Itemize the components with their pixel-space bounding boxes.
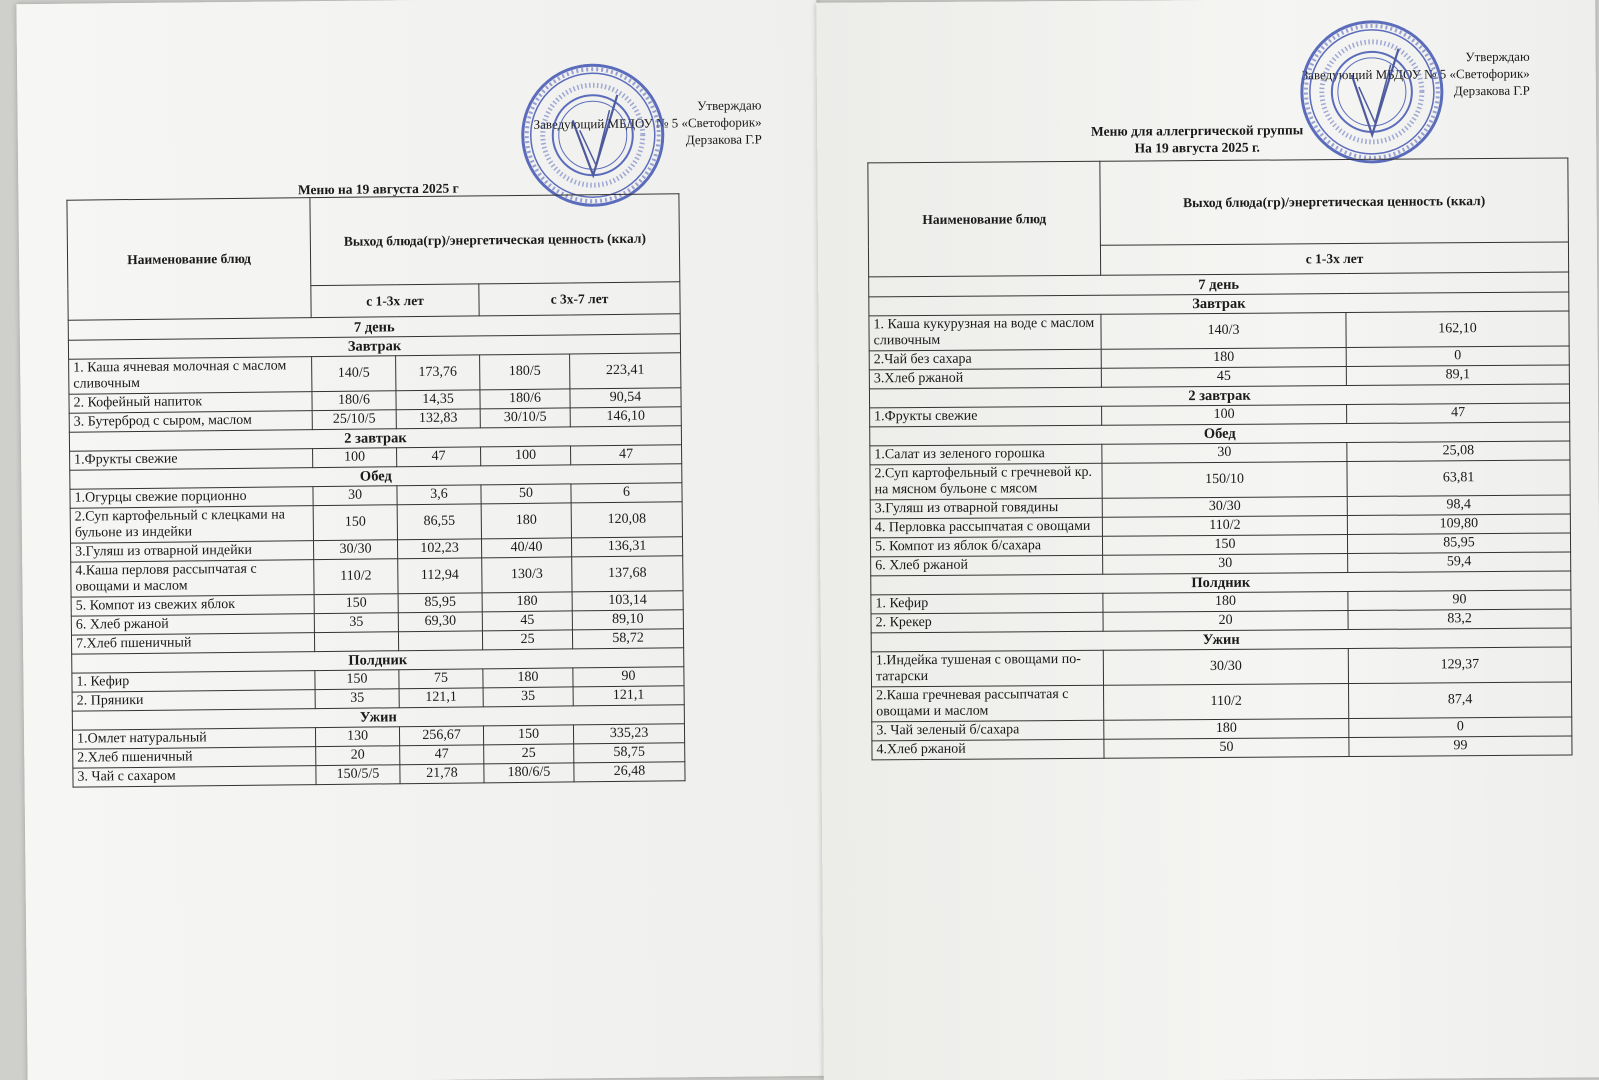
dish-name-cell: 1. Каша ячневая молочная с маслом сливочным (69, 357, 312, 395)
value-cell: 180/6/5 (484, 763, 574, 783)
dish-name-cell: 2.Каша гречневая рассыпчатая с овощами и маслом (872, 685, 1104, 722)
value-cell: 121,1 (573, 686, 684, 706)
dish-name-cell: 5. Компот из яблок б/сахара (870, 536, 1102, 557)
approval-line3: Дерзакова Г.Р (1453, 82, 1530, 99)
value-cell: 130/3 (482, 557, 572, 593)
page-title-line1: Меню для аллегргической группы (1090, 122, 1304, 139)
value-cell: 30/30 (1102, 497, 1347, 518)
table-row (872, 736, 1572, 760)
header-dish-name: Наименование блюд (868, 161, 1101, 277)
value-cell: 100 (1102, 405, 1347, 426)
dish-name-cell: 2.Хлеб пшеничный (73, 747, 316, 769)
value-cell: 180 (1101, 348, 1346, 369)
header-age-1-3: с 1-3х лет (1100, 242, 1568, 275)
value-cell: 58,72 (572, 629, 683, 649)
value-cell: 3,6 (397, 485, 481, 505)
value-cell: 0 (1349, 717, 1572, 738)
value-cell: 129,37 (1348, 647, 1571, 684)
dish-name-cell: 3. Чай с сахаром (73, 766, 316, 788)
value-cell: 256,67 (399, 726, 483, 746)
value-cell: 20 (316, 746, 400, 766)
value-cell: 47 (1347, 403, 1570, 424)
value-cell: 150 (314, 594, 398, 614)
section-title: Полдник (72, 648, 684, 673)
value-cell: 150 (315, 670, 399, 690)
value-cell: 85,95 (1347, 533, 1570, 554)
table-row (872, 682, 1572, 722)
value-cell: 146,10 (570, 407, 681, 427)
value-cell: 50 (1104, 738, 1349, 759)
dish-name-cell: 3.Гуляш из отварной индейки (71, 541, 314, 563)
value-cell: 150 (1102, 535, 1347, 556)
value-cell: 132,83 (396, 409, 480, 429)
table-row (869, 311, 1569, 351)
value-cell: 83,2 (1348, 609, 1571, 630)
value-cell: 90 (573, 667, 684, 687)
value-cell: 110/2 (314, 559, 398, 595)
value-cell: 162,10 (1346, 311, 1569, 348)
value-cell: 180 (1103, 592, 1348, 613)
section-title: Завтрак (68, 334, 680, 359)
official-seal-icon (517, 59, 669, 211)
dish-name-cell: 3. Бутерброд с сыром, маслом (69, 411, 312, 433)
value-cell: 69,30 (398, 612, 482, 632)
dish-name-cell: 4. Перловка рассыпчатая с овощами (870, 517, 1102, 538)
page-title: Меню на 19 августа 2025 г (297, 180, 459, 198)
dish-name-cell: 1.Индейка тушеная с овощами по-татарски (871, 650, 1103, 687)
value-cell: 30/10/5 (480, 408, 570, 428)
day-label: 7 день (68, 314, 680, 340)
value-cell: 110/2 (1102, 516, 1347, 537)
dish-name-cell: 1.Фрукты свежие (70, 449, 313, 471)
value-cell: 30 (1102, 443, 1347, 464)
value-cell: 20 (1103, 611, 1348, 632)
value-cell: 180 (481, 503, 571, 539)
dish-name-cell: 2. Пряники (72, 690, 315, 712)
value-cell: 25 (482, 630, 572, 650)
value-cell: 120,08 (571, 502, 682, 538)
value-cell: 180/5 (480, 354, 570, 390)
value-cell: 14,35 (396, 390, 480, 410)
value-cell: 30 (313, 486, 397, 506)
header-age-1-3: с 1-3х лет (311, 284, 479, 318)
value-cell: 98,4 (1347, 495, 1570, 516)
value-cell: 110/2 (1104, 684, 1349, 721)
value-cell: 150/5/5 (316, 765, 400, 785)
value-cell: 90 (1348, 590, 1571, 611)
section-title: Обед (870, 422, 1570, 446)
approval-line1: Утверждаю (697, 97, 762, 114)
dish-name-cell: 2. Крекер (871, 612, 1103, 633)
value-cell: 112,94 (398, 558, 482, 594)
section-title: 2 завтрак (69, 426, 681, 451)
value-cell: 45 (1101, 367, 1346, 388)
dish-name-cell: 2.Чай без сахара (869, 349, 1101, 370)
value-cell: 86,55 (397, 504, 481, 540)
value-cell: 90,54 (570, 388, 681, 408)
dish-name-cell: 1. Каша кукурузная на воде с маслом сливочным (869, 314, 1101, 351)
value-cell: 35 (314, 613, 398, 633)
value-cell: 100 (481, 446, 571, 466)
value-cell: 180/6 (312, 391, 396, 411)
approval-line1: Утверждаю (1465, 48, 1530, 65)
section-title: Обед (70, 464, 682, 489)
dish-name-cell: 3. Чай зеленый б/сахара (872, 720, 1104, 741)
dish-name-cell: 6. Хлеб ржаной (71, 614, 314, 636)
value-cell: 180/6 (480, 389, 570, 409)
approval-line3: Дерзакова Г.Р (685, 131, 762, 148)
value-cell: 335,23 (573, 724, 684, 744)
value-cell: 75 (399, 669, 483, 689)
dish-name-cell: 4.Хлеб ржаной (872, 739, 1104, 760)
approval-line2: Заведующий МБДОУ № 5 «Светофорик» (533, 114, 762, 132)
value-cell: 21,78 (400, 764, 484, 784)
value-cell: 136,31 (571, 537, 682, 557)
header-output: Выход блюда(гр)/энергетическая ценность (ккал) (1100, 158, 1569, 245)
value-cell: 35 (483, 687, 573, 707)
header-output: Выход блюда(гр)/энергетическая ценность (ккал) (310, 194, 680, 286)
value-cell: 130 (315, 727, 399, 747)
dish-name-cell: 1.Фрукты свежие (870, 406, 1102, 427)
dish-name-cell: 3.Гуляш из отварной говядины (870, 498, 1102, 519)
value-cell: 47 (571, 445, 682, 465)
dish-name-cell: 7.Хлеб пшеничный (71, 633, 314, 655)
value-cell: 6 (571, 483, 682, 503)
value-cell: 0 (1346, 346, 1569, 367)
dish-name-cell: 2. Кофейный напиток (69, 392, 312, 414)
value-cell (398, 631, 482, 651)
value-cell: 137,68 (572, 556, 683, 592)
value-cell: 121,1 (399, 688, 483, 708)
value-cell: 35 (315, 689, 399, 709)
section-title: Ужин (72, 705, 684, 730)
menu-table-main (66, 193, 685, 787)
value-cell: 150/10 (1102, 462, 1347, 499)
value-cell: 40/40 (481, 538, 571, 558)
value-cell: 25/10/5 (312, 410, 396, 430)
section-title: Ужин (871, 628, 1571, 652)
value-cell: 89,10 (572, 610, 683, 630)
value-cell: 50 (481, 484, 571, 504)
dish-name-cell: 1. Кефир (72, 671, 315, 693)
value-cell: 180 (1104, 719, 1349, 740)
value-cell: 180 (482, 592, 572, 612)
value-cell: 109,80 (1347, 514, 1570, 535)
dish-name-cell: 2.Суп картофельный с клецками на бульоне из индейки (70, 506, 313, 544)
value-cell: 140/5 (312, 356, 396, 392)
value-cell: 63,81 (1347, 460, 1570, 497)
day-label: 7 день (869, 272, 1569, 297)
dish-name-cell: 2.Суп картофельный с гречневой кр. на мясном бульоне с мясом (870, 463, 1102, 500)
value-cell: 47 (397, 447, 481, 467)
value-cell: 100 (313, 448, 397, 468)
value-cell: 30 (1103, 554, 1348, 575)
table-row (870, 460, 1570, 500)
value-cell (314, 632, 398, 652)
header-dish-name: Наименование блюд (67, 198, 311, 321)
value-cell: 89,1 (1346, 365, 1569, 386)
dish-name-cell: 3.Хлеб ржаной (869, 368, 1101, 389)
value-cell: 85,95 (398, 593, 482, 613)
value-cell: 47 (400, 745, 484, 765)
value-cell: 173,76 (396, 355, 480, 391)
dish-name-cell: 4.Каша перловя рассыпчатая с овощами и маслом (71, 560, 314, 598)
table-row (871, 647, 1571, 687)
dish-name-cell: 6. Хлеб ржаной (871, 555, 1103, 576)
menu-page-right (816, 0, 1599, 1080)
dish-name-cell: 1.Омлет натуральный (72, 728, 315, 750)
value-cell: 87,4 (1349, 682, 1572, 719)
value-cell: 58,75 (574, 743, 685, 763)
section-title: Завтрак (869, 292, 1569, 316)
header-age-3-7: с 3х-7 лет (479, 282, 680, 316)
value-cell: 150 (483, 725, 573, 745)
value-cell: 180 (483, 668, 573, 688)
value-cell: 140/3 (1101, 313, 1346, 350)
approval-line2: Заведующий МБДОУ № 5 «Светофорик» (1301, 65, 1530, 83)
value-cell: 26,48 (574, 762, 685, 782)
menu-page-left (16, 0, 827, 1080)
dish-name-cell: 1.Салат из зеленого горошка (870, 444, 1102, 465)
value-cell: 99 (1349, 736, 1572, 757)
dish-name-cell: 1.Огурцы свежие порционно (70, 487, 313, 509)
page-title (1047, 121, 1347, 157)
menu-table-allergy (867, 157, 1572, 760)
section-title: 2 завтрак (869, 384, 1569, 408)
value-cell: 223,41 (570, 353, 681, 389)
value-cell: 30/30 (1103, 649, 1348, 686)
section-title: Полдник (871, 571, 1571, 595)
value-cell: 150 (313, 505, 397, 541)
value-cell: 25 (484, 744, 574, 764)
value-cell: 59,4 (1348, 552, 1571, 573)
value-cell: 102,23 (397, 539, 481, 559)
value-cell: 45 (482, 611, 572, 631)
dish-name-cell: 5. Компот из свежих яблок (71, 595, 314, 617)
dish-name-cell: 1. Кефир (871, 593, 1103, 614)
value-cell: 30/30 (314, 540, 398, 560)
value-cell: 25,08 (1347, 441, 1570, 462)
value-cell: 103,14 (572, 591, 683, 611)
page-title-line2: На 19 августа 2025 г. (1134, 139, 1260, 156)
